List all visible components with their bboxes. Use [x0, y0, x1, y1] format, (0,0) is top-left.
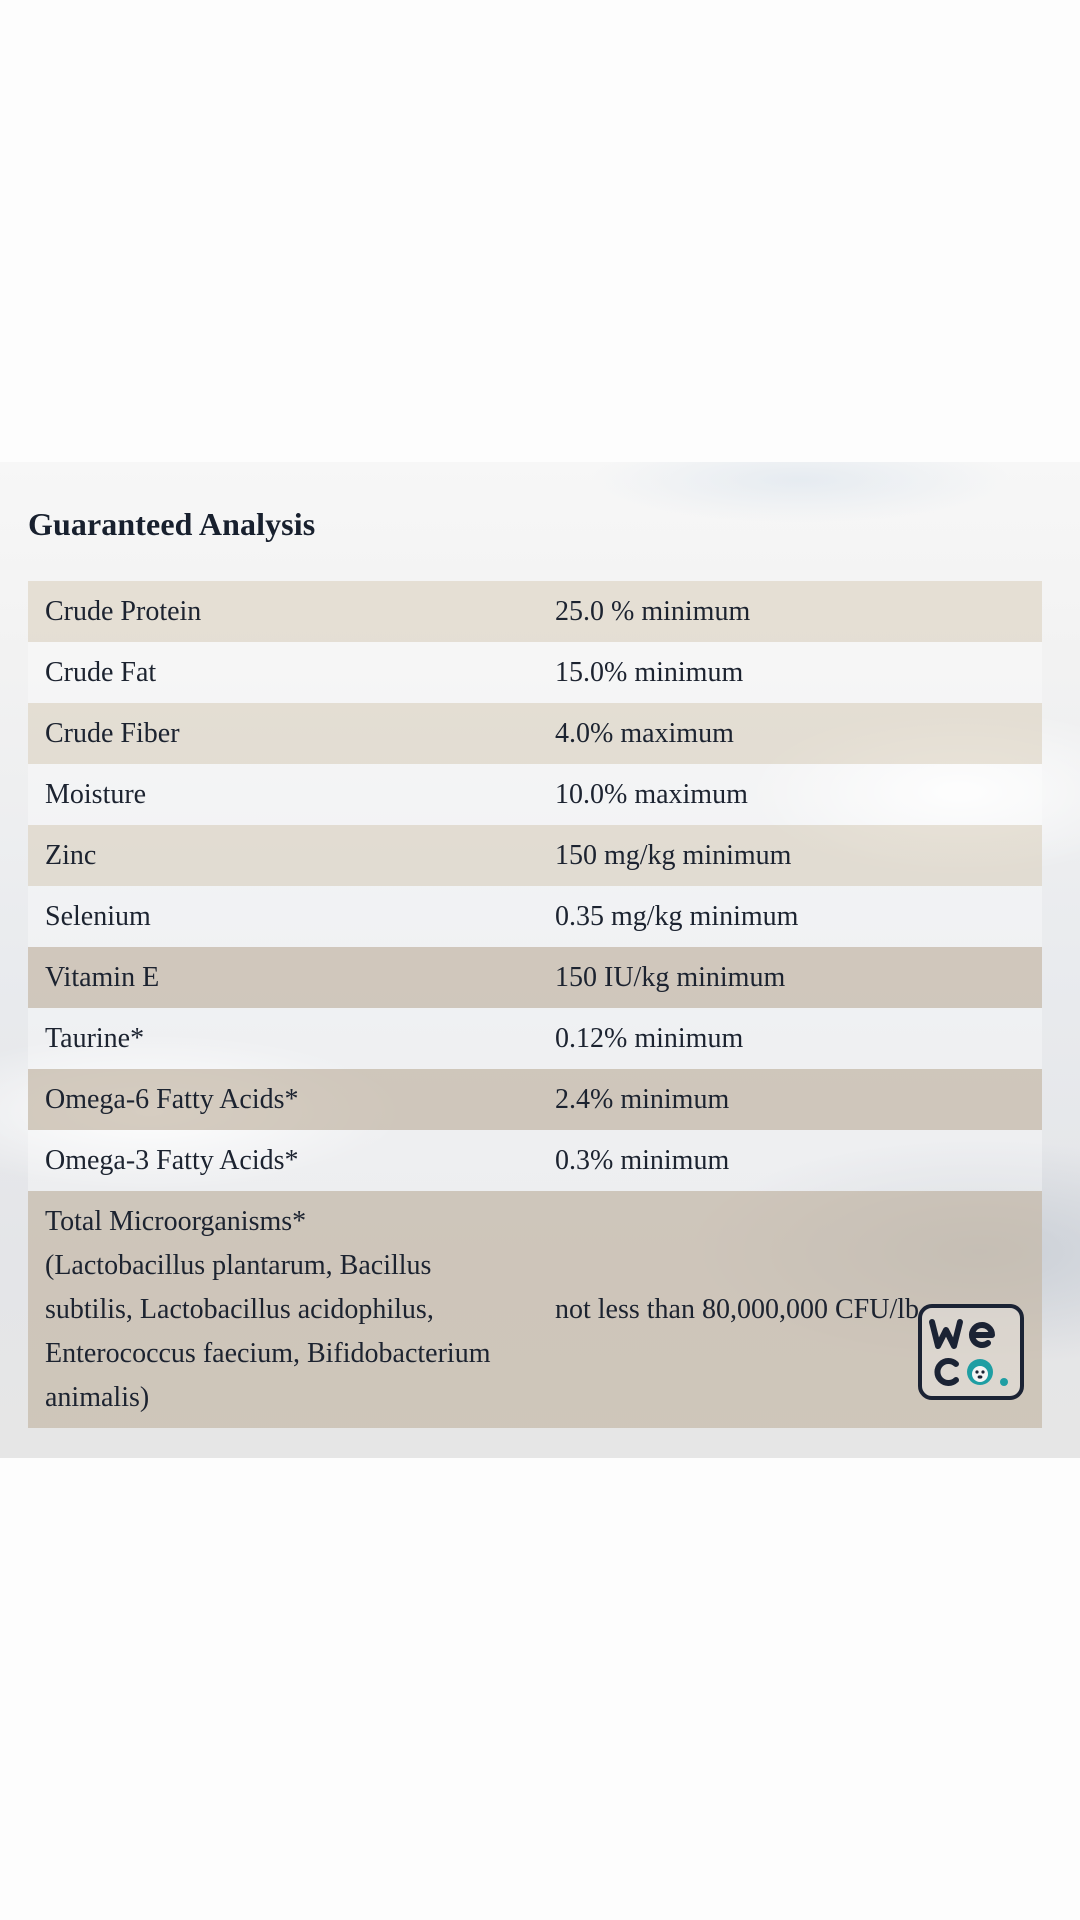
- table-row: [28, 764, 1042, 825]
- table-row: [28, 581, 1042, 642]
- table-row: [28, 947, 1042, 1008]
- nutrient-name-line: Enterococcus faecium, Bifidobacterium: [45, 1337, 491, 1369]
- table-row: [28, 703, 1042, 764]
- logo-dot: [1000, 1378, 1008, 1386]
- nutrient-name: Selenium: [45, 900, 151, 932]
- nutrient-name: Crude Protein: [45, 595, 202, 627]
- nutrient-name: Omega-6 Fatty Acids*: [45, 1083, 299, 1115]
- nutrient-value: 150 mg/kg minimum: [555, 839, 792, 871]
- table-row: [28, 886, 1042, 947]
- nutrient-name: Vitamin E: [45, 961, 160, 993]
- table-row: [28, 1069, 1042, 1130]
- nutrient-value: 0.3% minimum: [555, 1144, 730, 1176]
- nutrient-value: 0.12% minimum: [555, 1022, 744, 1054]
- nutrient-name: Crude Fat: [45, 656, 157, 688]
- nutrient-name: Crude Fiber: [45, 717, 180, 749]
- nutrient-name-multiline: [28, 1194, 535, 1426]
- nutrient-name-line: (Lactobacillus plantarum, Bacillus: [45, 1249, 432, 1281]
- nutrient-name: Moisture: [45, 778, 147, 810]
- nutrient-value: 10.0% maximum: [555, 778, 748, 810]
- nutrient-value: not less than 80,000,000 CFU/lb: [555, 1293, 920, 1325]
- logo-letter-e: [972, 1325, 992, 1345]
- table-row: [28, 1130, 1042, 1191]
- weco-logo: [918, 1304, 1024, 1400]
- nutrient-name-line: subtilis, Lactobacillus acidophilus,: [45, 1293, 434, 1325]
- nutrient-value: 25.0 % minimum: [555, 595, 751, 627]
- table-row: [28, 642, 1042, 703]
- weco-logo-mark: [922, 1308, 1020, 1396]
- nutrient-name: Zinc: [45, 839, 97, 871]
- section-title: Guaranteed Analysis: [28, 506, 316, 542]
- nutrient-value: 4.0% maximum: [555, 717, 734, 749]
- nutrient-name: Omega-3 Fatty Acids*: [45, 1144, 299, 1176]
- nutrient-name: Taurine*: [45, 1022, 145, 1054]
- nutrient-name-line: Total Microorganisms*: [45, 1205, 307, 1237]
- nutrient-value: 2.4% minimum: [555, 1083, 730, 1115]
- nutrient-name-line: animalis): [45, 1381, 150, 1413]
- table-row: [28, 825, 1042, 886]
- logo-letter-w: [932, 1322, 960, 1346]
- logo-letter-c: [937, 1361, 956, 1383]
- nutrient-value: 150 IU/kg minimum: [555, 961, 786, 993]
- table-row: [28, 1008, 1042, 1069]
- nutrient-value: 0.35 mg/kg minimum: [555, 900, 799, 932]
- dog-face-icon: [967, 1359, 993, 1385]
- table-row: [28, 1191, 1042, 1428]
- analysis-table: [28, 581, 1042, 1428]
- nutrient-value: 15.0% minimum: [555, 656, 744, 688]
- guaranteed-analysis-panel: [0, 462, 1080, 1458]
